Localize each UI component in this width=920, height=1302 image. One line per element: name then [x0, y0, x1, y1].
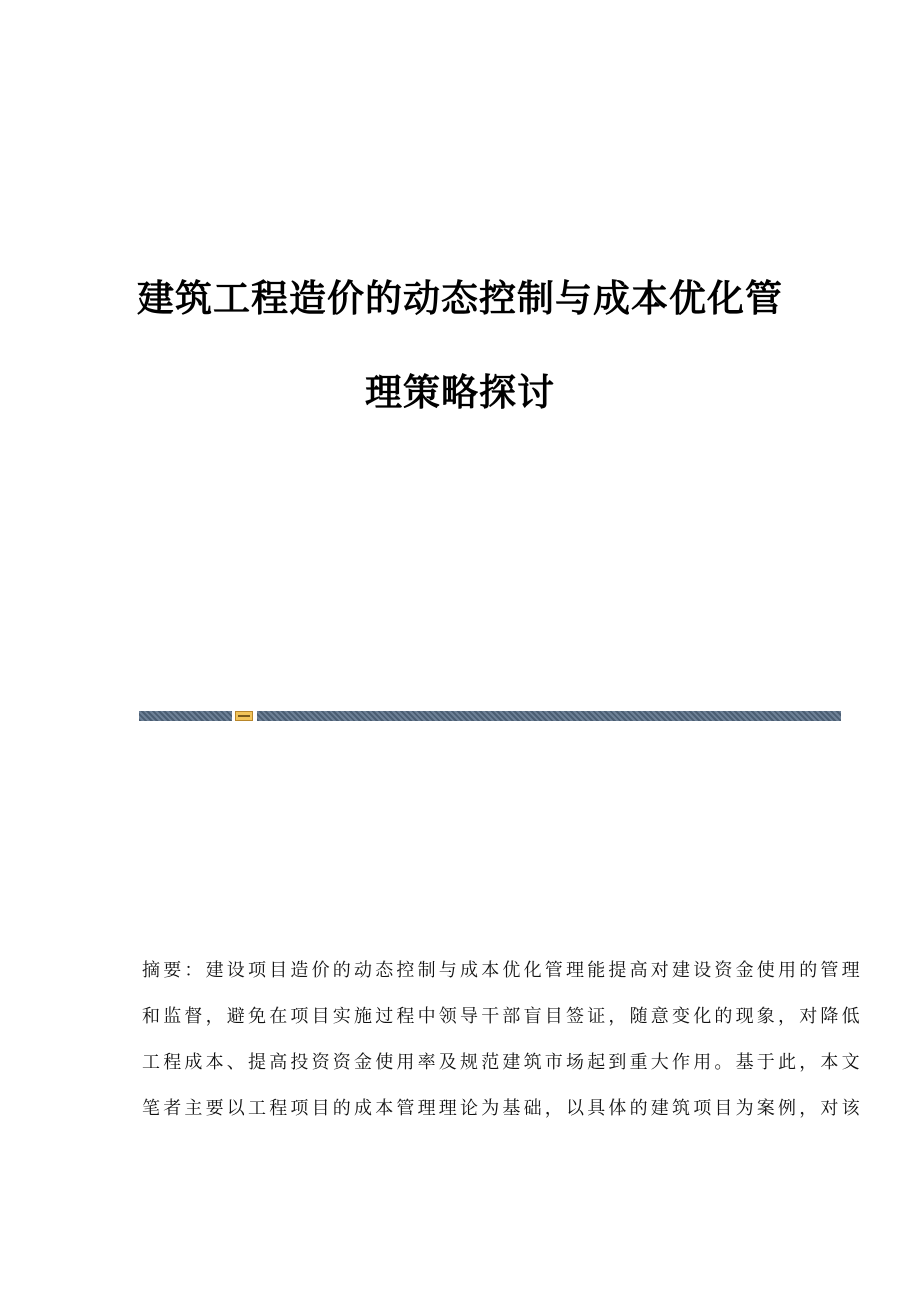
abstract-line: 和监督，避免在项目实施过程中领导干部盲目签证，随意变化的现象，对降低 [142, 1006, 863, 1027]
divider-bar-right [257, 711, 841, 721]
divider-ornament-icon [235, 711, 253, 721]
divider-bar-left [139, 711, 232, 721]
abstract-line: 摘要：建设项目造价的动态控制与成本优化管理能提高对建设资金使用的管理 [142, 960, 863, 981]
abstract-paragraph [142, 948, 863, 1132]
abstract-line: 工程成本、提高投资资金使用率及规范建筑市场起到重大作用。基于此，本文 [142, 1052, 863, 1073]
abstract-line: 笔者主要以工程项目的成本管理理论为基础，以具体的建筑项目为案例，对该 [142, 1098, 863, 1119]
document-title-line-1: 建筑工程造价的动态控制与成本优化管 [137, 277, 783, 320]
document-title-line-2: 理策略探讨 [365, 371, 555, 414]
